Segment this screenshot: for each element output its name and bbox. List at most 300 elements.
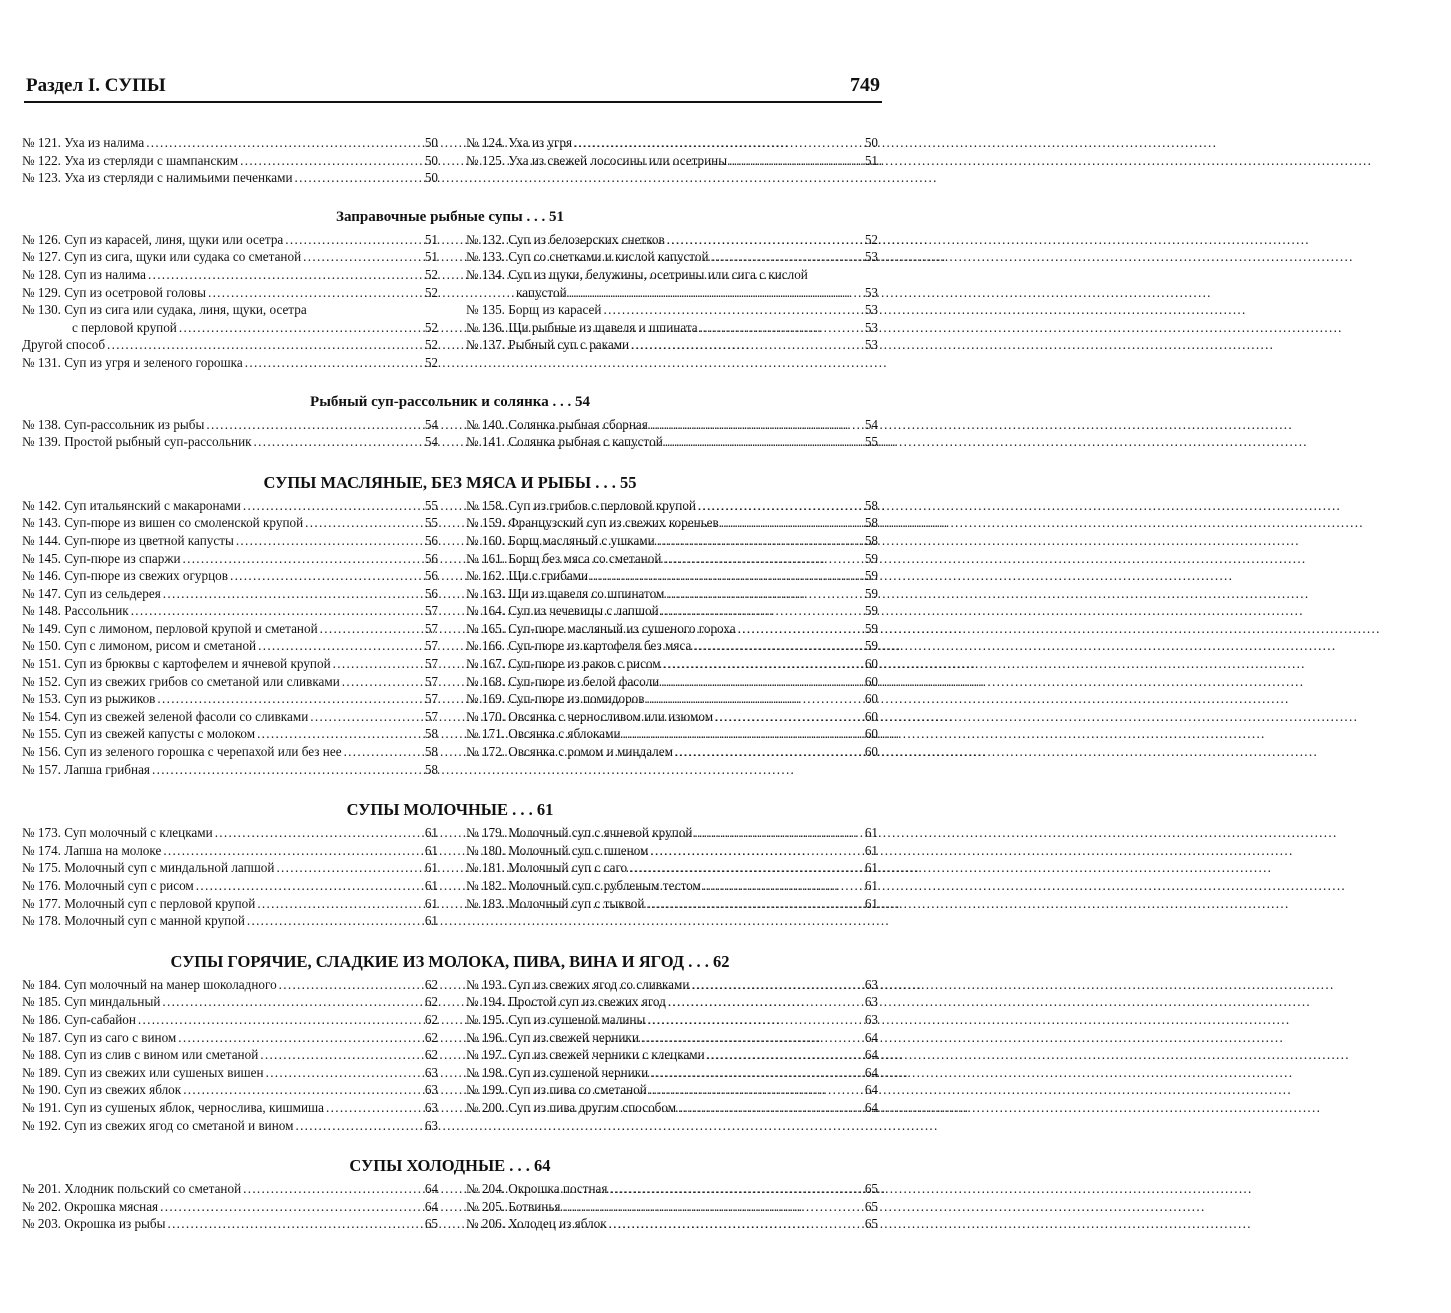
right-column — [466, 134, 878, 187]
dot-leader — [623, 725, 851, 743]
entry-title: № 132. Суп из белозерских снетков — [466, 231, 665, 247]
entry-page-number: 52 — [424, 284, 438, 300]
entry-page-number: 58 — [864, 532, 878, 548]
toc-entry — [22, 1198, 438, 1216]
entry-page-number: 54 — [864, 416, 878, 432]
toc-entry — [22, 231, 438, 249]
dot-leader — [310, 708, 410, 726]
dot-leader — [703, 877, 850, 895]
dot-leader — [208, 284, 410, 302]
entry-page-number: 57 — [424, 656, 438, 672]
entry-title: № 155. Суп из свежей капусты с молоком — [22, 726, 256, 742]
dot-leader — [326, 1099, 410, 1117]
entry-title: № 139. Простой рыбный суп-рассольник — [22, 434, 252, 450]
left-column — [22, 134, 438, 187]
left-column — [22, 497, 438, 779]
entry-title: № 127. Суп из сига, щуки или судака со сметаной — [22, 249, 302, 265]
dot-leader — [700, 319, 850, 337]
entry-title: № 183. Молочный суп с тыквой — [466, 895, 645, 911]
entry-title: № 179. Молочный суп с ячневой крупой — [466, 825, 693, 841]
toc-entry — [466, 231, 878, 249]
toc-entry — [466, 1180, 878, 1198]
entry-page-number: 52 — [424, 319, 438, 335]
dot-leader — [257, 895, 410, 913]
right-column — [466, 497, 878, 779]
toc-entry — [22, 655, 438, 673]
entry-page-number: 65 — [424, 1216, 438, 1232]
right-column — [466, 1180, 878, 1233]
entry-page-number: 50 — [424, 152, 438, 168]
toc-entry — [22, 877, 438, 895]
dot-leader — [260, 1046, 410, 1064]
entry-page-number: 65 — [864, 1216, 878, 1232]
toc-entry — [466, 416, 878, 434]
entry-page-number: 57 — [424, 638, 438, 654]
dot-leader — [236, 532, 410, 550]
toc-entry — [22, 859, 438, 877]
entry-page-number: 62 — [424, 1029, 438, 1045]
entry-page-number: 64 — [864, 1047, 878, 1063]
entry-title: № 190. Суп из свежих яблок — [22, 1082, 182, 1098]
dot-leader — [240, 152, 410, 170]
toc-entry — [466, 134, 878, 152]
toc-section — [22, 207, 878, 372]
dot-leader — [160, 1198, 410, 1216]
toc-entry — [22, 301, 438, 319]
entry-page-number: 61 — [424, 860, 438, 876]
dot-leader — [295, 169, 410, 187]
toc-entry — [22, 1081, 438, 1099]
entry-columns — [22, 1180, 878, 1233]
entry-page-number: 58 — [424, 726, 438, 742]
dot-leader — [562, 1198, 850, 1216]
entry-page-number: 50 — [424, 135, 438, 150]
entry-title: № 181. Молочный суп с саго — [466, 860, 628, 876]
dot-leader — [167, 1215, 410, 1233]
dot-leader — [138, 1011, 410, 1029]
entry-page-number: 58 — [864, 497, 878, 513]
dot-leader — [230, 567, 410, 585]
entry-columns — [22, 416, 878, 451]
toc-entry — [22, 637, 438, 655]
dot-leader — [179, 319, 410, 337]
toc-entry — [466, 248, 878, 266]
section-heading: СУПЫ МАСЛЯНЫЕ, БЕЗ МЯСА И РЫБЫ . . . 55 — [263, 472, 637, 492]
left-column — [22, 824, 438, 930]
dot-leader — [647, 1011, 850, 1029]
dot-leader — [303, 248, 410, 266]
entry-page-number: 58 — [864, 515, 878, 531]
entry-title: № 138. Суп-рассольник из рыбы — [22, 416, 205, 432]
entry-title: № 154. Суп из свежей зеленой фасоли со сливками — [22, 708, 309, 724]
entry-page-number: 53 — [864, 302, 878, 318]
toc-entry — [22, 354, 438, 372]
entry-title: № 148. Рассольник — [22, 603, 129, 619]
entry-page-number: 56 — [424, 585, 438, 601]
toc-entry — [466, 550, 878, 568]
toc-entry — [466, 284, 878, 302]
toc-entry — [22, 284, 438, 302]
dot-leader — [665, 433, 850, 451]
entry-title: Другой способ — [22, 337, 106, 353]
entry-title: № 173. Суп молочный с клецками — [22, 825, 213, 841]
entry-title: № 145. Суп-пюре из спаржи — [22, 550, 181, 566]
entry-title: № 192. Суп из свежих ягод со сметаной и вином — [22, 1117, 294, 1133]
dot-leader — [694, 824, 850, 842]
dot-leader — [295, 1117, 410, 1135]
toc-entry — [22, 620, 438, 638]
toc-section — [22, 473, 878, 779]
dot-leader — [276, 859, 410, 877]
dot-leader — [668, 993, 850, 1011]
entry-title: № 146. Суп-пюре из свежих огурцов — [22, 568, 228, 584]
entry-title: № 199. Суп из пива со сметаной — [466, 1082, 647, 1098]
entry-page-number: 55 — [864, 434, 878, 450]
toc-entry — [466, 690, 878, 708]
dot-leader — [243, 1180, 410, 1198]
entry-title: № 150. Суп с лимоном, рисом и сметаной — [22, 638, 257, 654]
toc-entry — [22, 824, 438, 842]
entry-title: № 197. Суп из свежей черники с клецками — [466, 1047, 705, 1063]
dot-leader — [698, 497, 850, 515]
dot-leader — [678, 1099, 850, 1117]
entry-title: № 176. Молочный суп с рисом — [22, 878, 194, 893]
entry-columns — [22, 976, 878, 1134]
dot-leader — [657, 532, 850, 550]
entry-title: № 187. Суп из саго с вином — [22, 1029, 177, 1045]
entry-page-number: 52 — [424, 337, 438, 353]
toc-entry — [22, 1029, 438, 1047]
entry-page-number: 59 — [864, 550, 878, 566]
entry-title: № 157. Лапша грибная — [22, 761, 150, 777]
entry-title: № 170. Овсянка с черносливом или изюмом — [466, 708, 714, 724]
toc-entry — [22, 912, 438, 930]
entry-page-number: 64 — [864, 1029, 878, 1045]
toc-section — [22, 800, 878, 930]
dot-leader — [729, 152, 850, 170]
entry-title: № 124. Уха из угря — [466, 135, 573, 150]
dot-leader — [629, 859, 850, 877]
entry-page-number: 51 — [424, 231, 438, 247]
section-heading: СУПЫ ХОЛОДНЫЕ . . . 64 — [349, 1156, 551, 1176]
dot-leader — [266, 1064, 410, 1082]
dot-leader — [257, 725, 410, 743]
entry-title: № 156. Суп из зеленого горошка с черепахой или без нее — [22, 744, 342, 760]
dot-leader — [342, 673, 410, 691]
entry-title: № 147. Суп из сельдерея — [22, 585, 161, 601]
entry-title: № 175. Молочный суп с миндальной лапшой — [22, 860, 275, 876]
section-heading: Рыбный суп-рассольник и солянка . . . 54 — [310, 393, 590, 410]
toc-entry — [22, 895, 438, 913]
dot-leader — [344, 743, 410, 761]
running-head — [26, 74, 880, 97]
entry-page-number: 62 — [424, 1011, 438, 1027]
toc-entry — [22, 433, 438, 451]
toc-entry — [22, 248, 438, 266]
entry-columns — [22, 231, 878, 372]
entry-page-number: 61 — [424, 842, 438, 858]
entry-title: № 134. Суп из щуки, белужины, осетрины или сига с кислой — [466, 266, 808, 282]
entry-title: № 137. Рыбный суп с раками — [466, 337, 630, 353]
entry-title: № 171. Овсянка с яблоками — [466, 726, 621, 742]
entry-page-number: 53 — [864, 284, 878, 300]
entry-page-number: 63 — [424, 1117, 438, 1133]
toc-entry — [466, 514, 878, 532]
toc-section — [22, 952, 878, 1134]
dot-leader — [320, 620, 410, 638]
entry-title: № 143. Суп-пюре из вишен со смоленской крупой — [22, 515, 304, 531]
entry-page-number: 61 — [864, 842, 878, 858]
entry-page-number: 51 — [424, 249, 438, 265]
toc-entry — [466, 1064, 878, 1082]
toc-entry — [466, 620, 878, 638]
toc-section — [22, 134, 878, 187]
dot-leader — [609, 1180, 850, 1198]
entry-title: № 161. Борщ без мяса со сметаной — [466, 550, 662, 566]
entry-title: № 167. Суп-пюре из раков с рисом — [466, 656, 661, 672]
entry-page-number: 53 — [864, 337, 878, 353]
toc-entry — [466, 877, 878, 895]
entry-page-number: 56 — [424, 568, 438, 584]
entry-page-number: 50 — [864, 135, 878, 150]
toc-entry — [22, 1046, 438, 1064]
entry-title: № 164. Суп из чечевицы с лапшой — [466, 603, 659, 619]
entry-title: № 133. Суп со снетками и кислой капустой — [466, 249, 709, 265]
dot-leader — [254, 433, 410, 451]
dot-leader — [148, 266, 410, 284]
entry-page-number: 53 — [864, 319, 878, 335]
entry-title: № 163. Щи из щавеля со шпинатом — [466, 585, 665, 601]
toc-entry — [22, 585, 438, 603]
entry-page-number: 61 — [424, 825, 438, 841]
left-column — [22, 976, 438, 1134]
entry-title: № 177. Молочный суп с перловой крупой — [22, 895, 256, 911]
dot-leader — [650, 416, 850, 434]
header-rule — [24, 101, 882, 103]
section-heading: СУПЫ ГОРЯЧИЕ, СЛАДКИЕ ИЗ МОЛОКА, ПИВА, ВИНА И ЯГОД . . . 62 — [170, 951, 730, 971]
entry-page-number: 62 — [424, 976, 438, 992]
toc-entry — [22, 532, 438, 550]
dot-leader — [649, 1081, 850, 1099]
toc-entry — [22, 152, 438, 170]
dot-leader — [650, 842, 850, 860]
entry-title: № 196. Суп из свежей черники — [466, 1029, 639, 1045]
entry-page-number: 56 — [424, 532, 438, 548]
dot-leader — [707, 1046, 850, 1064]
dot-leader — [183, 550, 410, 568]
entry-title: № 121. Уха из налима — [22, 135, 145, 150]
entry-title: № 141. Солянка рыбная с капустой — [466, 434, 663, 450]
entry-page-number: 61 — [864, 895, 878, 911]
toc-entry — [466, 725, 878, 743]
entry-title: капустой — [516, 284, 567, 300]
entry-title: № 128. Суп из налима — [22, 266, 147, 282]
entry-title: № 129. Суп из осетровой головы — [22, 284, 206, 300]
dot-leader — [603, 301, 850, 319]
dot-leader — [183, 1081, 410, 1099]
entry-page-number: 59 — [864, 638, 878, 654]
entry-page-number: 59 — [864, 603, 878, 619]
toc-entry — [22, 673, 438, 691]
entry-page-number: 52 — [864, 231, 878, 247]
entry-page-number: 59 — [864, 585, 878, 601]
dot-leader — [590, 567, 850, 585]
entry-title: № 136. Щи рыбные из щавеля и шпината — [466, 319, 698, 335]
dot-leader — [666, 585, 850, 603]
entry-page-number: 51 — [864, 152, 878, 168]
entry-title: № 200. Суп из пива другим способом — [466, 1099, 677, 1115]
entry-page-number: 65 — [864, 1198, 878, 1214]
dot-leader — [178, 1029, 410, 1047]
toc-entry — [466, 1099, 878, 1117]
section-heading: Заправочные рыбные супы . . . 51 — [336, 208, 564, 225]
entry-page-number: 61 — [864, 825, 878, 841]
toc-entry — [22, 169, 438, 187]
toc-entry — [466, 433, 878, 451]
toc-entry — [22, 1117, 438, 1135]
toc-entry — [22, 725, 438, 743]
toc-entry — [22, 976, 438, 994]
entry-title: № 191. Суп из сушеных яблок, чернослива, кишмиша — [22, 1099, 325, 1115]
entry-title: № 182. Молочный суп с рубленым тестом — [466, 878, 701, 893]
entry-page-number: 60 — [864, 726, 878, 742]
entry-title: № 189. Суп из свежих или сушеных вишен — [22, 1064, 264, 1080]
dot-leader — [721, 514, 850, 532]
toc-entry — [466, 824, 878, 842]
entry-page-number: 54 — [424, 434, 438, 450]
entry-title: № 153. Суп из рыжиков — [22, 691, 156, 707]
entry-page-number: 61 — [864, 860, 878, 876]
dot-leader — [146, 134, 410, 152]
toc-entry — [22, 761, 438, 779]
entry-page-number: 62 — [424, 994, 438, 1010]
toc-entry — [22, 134, 438, 152]
dot-leader — [609, 1215, 850, 1233]
toc-entry — [22, 497, 438, 515]
page-number: 749 — [850, 74, 880, 96]
dot-leader — [650, 1064, 850, 1082]
entry-page-number: 55 — [424, 497, 438, 513]
entry-page-number: 63 — [864, 976, 878, 992]
dot-leader — [715, 708, 850, 726]
dot-leader — [646, 895, 850, 913]
toc-entry — [466, 266, 878, 284]
toc-entry — [466, 532, 878, 550]
toc-entry — [22, 993, 438, 1011]
dot-leader — [247, 912, 410, 930]
entry-page-number: 64 — [864, 1064, 878, 1080]
toc-entry — [22, 602, 438, 620]
left-column — [22, 416, 438, 451]
toc-entry — [22, 743, 438, 761]
entry-page-number: 63 — [864, 1011, 878, 1027]
dot-leader — [245, 354, 410, 372]
dot-leader — [641, 1029, 850, 1047]
entry-page-number: 57 — [424, 603, 438, 619]
entry-title: № 123. Уха из стерляди с налимьими печенками — [22, 170, 293, 186]
toc-entry — [466, 301, 878, 319]
dot-leader — [631, 336, 850, 354]
dot-leader — [285, 231, 410, 249]
right-column — [466, 416, 878, 451]
entry-page-number: 61 — [424, 913, 438, 929]
entry-page-number: 63 — [864, 994, 878, 1010]
entry-page-number: 60 — [864, 744, 878, 760]
right-column — [466, 824, 878, 930]
toc-entry — [466, 152, 878, 170]
entry-page-number: 56 — [424, 550, 438, 566]
toc-entry — [466, 585, 878, 603]
dot-leader — [574, 134, 850, 152]
toc-entry — [22, 690, 438, 708]
dot-leader — [196, 877, 410, 895]
toc-entry — [466, 673, 878, 691]
toc-entry — [466, 319, 878, 337]
toc-entry — [22, 514, 438, 532]
entry-page-number: 55 — [424, 515, 438, 531]
dot-leader — [157, 690, 410, 708]
entry-page-number: 61 — [424, 895, 438, 911]
toc-entry — [466, 708, 878, 726]
table-of-contents — [22, 134, 878, 1233]
entry-page-number: 57 — [424, 708, 438, 724]
toc-entry — [22, 842, 438, 860]
toc-entry — [22, 266, 438, 284]
entry-page-number: 52 — [424, 266, 438, 282]
dot-leader — [163, 585, 410, 603]
entry-page-number: 57 — [424, 673, 438, 689]
entry-title: № 203. Окрошка из рыбы — [22, 1216, 166, 1232]
entry-title: № 184. Суп молочный на манер шоколадного — [22, 976, 277, 992]
entry-title: № 188. Суп из слив с вином или сметаной — [22, 1047, 259, 1063]
toc-entry — [22, 1099, 438, 1117]
toc-entry — [22, 1064, 438, 1082]
dot-leader — [107, 336, 410, 354]
dot-leader — [691, 976, 850, 994]
entry-columns — [22, 824, 878, 930]
dot-leader — [738, 620, 850, 638]
entry-page-number: 60 — [864, 708, 878, 724]
toc-entry — [466, 602, 878, 620]
entry-title: № 122. Уха из стерляди с шампанским — [22, 152, 239, 168]
toc-entry — [466, 895, 878, 913]
toc-entry — [22, 416, 438, 434]
dot-leader — [305, 514, 410, 532]
dot-leader — [569, 284, 850, 302]
entry-page-number: 59 — [864, 620, 878, 636]
dot-leader — [333, 655, 410, 673]
toc-entry — [466, 1081, 878, 1099]
toc-entry — [466, 567, 878, 585]
toc-entry — [22, 1215, 438, 1233]
toc-entry — [466, 1198, 878, 1216]
entry-title: № 159. Французский суп из свежих кореньев — [466, 515, 719, 531]
toc-entry — [466, 993, 878, 1011]
toc-entry — [466, 976, 878, 994]
right-column — [466, 976, 878, 1134]
toc-entry — [22, 336, 438, 354]
entry-page-number: 53 — [864, 249, 878, 265]
entry-title: № 201. Хлодник польский со сметаной — [22, 1181, 242, 1197]
left-column — [22, 231, 438, 372]
dot-leader — [693, 637, 850, 655]
entry-title: № 195. Суп из сушеной малины — [466, 1011, 646, 1027]
dot-leader — [711, 248, 850, 266]
dot-leader — [663, 550, 850, 568]
entry-title: № 186. Суп-сабайон — [22, 1011, 136, 1027]
entry-page-number: 57 — [424, 691, 438, 707]
entry-title: № 202. Окрошка мясная — [22, 1198, 159, 1214]
